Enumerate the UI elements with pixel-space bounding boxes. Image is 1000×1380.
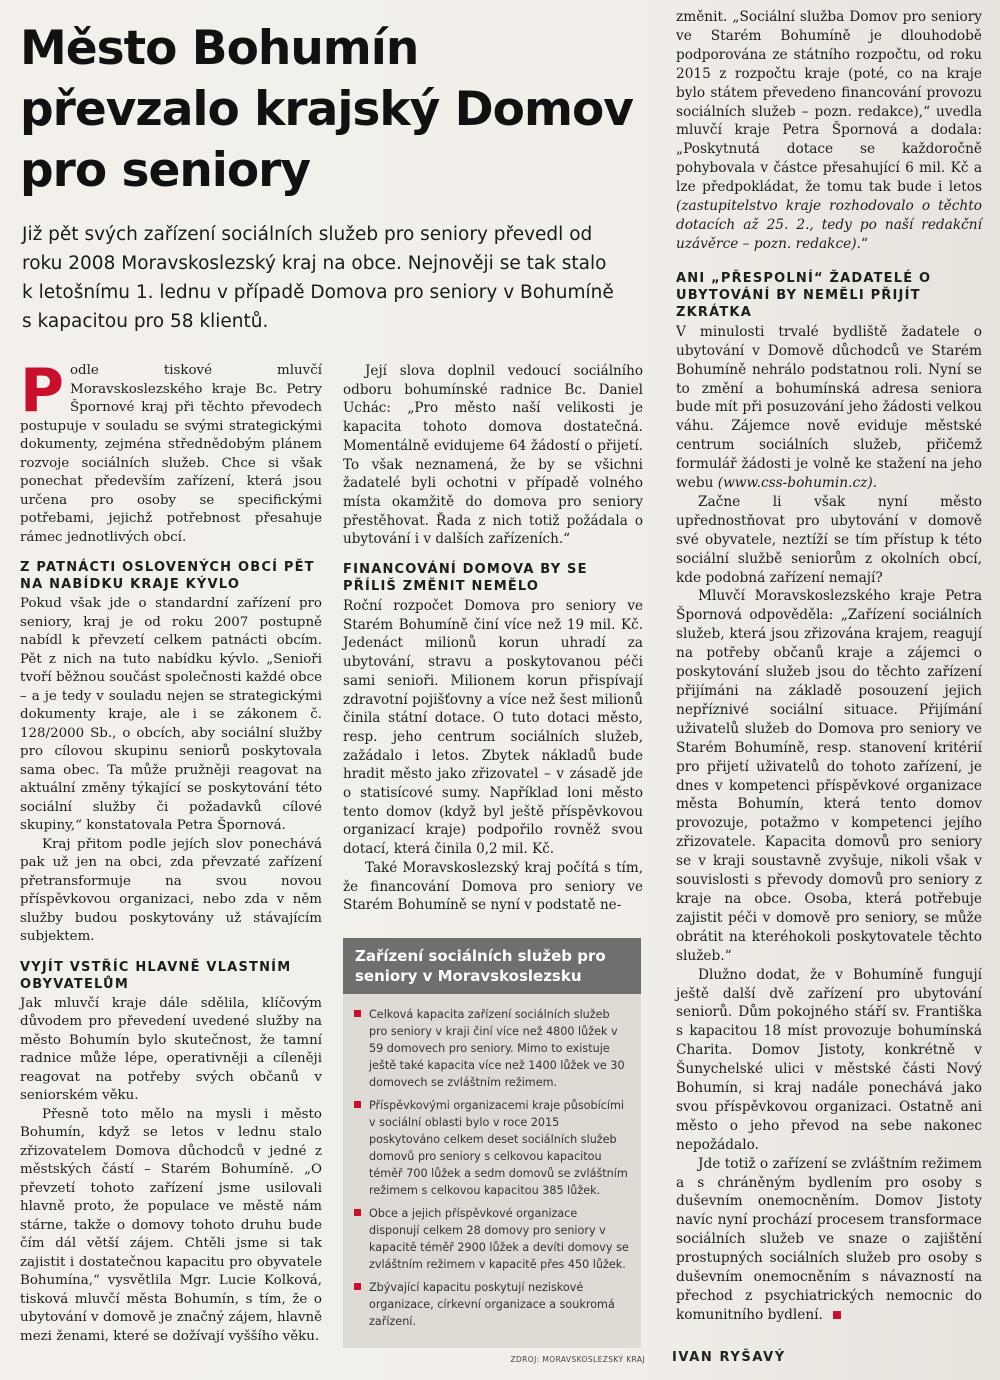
info-box-item-text: Příspěvkovými organizacemi kraje působícími v sociální oblasti bylo v roce 2015 poskytováno celkem deset sociálních služeb domovů pro seniory s celkovou kapacitou téměř 700 lůžek a sedm domovů se zvláštním režimem s celkovou kapacitou 385 lůžek. [369,1099,628,1197]
square-bullet-icon [354,1209,361,1216]
subheading: VYJÍT VSTŘÍC HLAVNĚ VLASTNÍM OBYVATELŮM [20,959,292,992]
column-2 [343,362,643,915]
end-mark-icon [833,1311,841,1319]
info-box-item [351,1097,631,1199]
subheading: Z PATNÁCTI OSLOVENÝCH OBCÍ PĚT NA NABÍDKU KRAJE KÝVLO [20,560,315,592]
subheading: ANI „PŘESPOLNÍ“ ŽADATELÉ O UBYTOVÁNÍ BY NEMĚLI PŘIJÍT ZKRÁTKA [676,270,932,320]
info-box-item [351,1006,631,1091]
paragraph-text: V minulosti trvalé bydliště žadatele o ubytování v Domově důchodců ve Starém Bohumíně nehrálo podstatnou roli. Nyní se to změní a bohumínská adresa seniora bude mít při posuzování jeho žádosti velkou váhu. Zájemce nově eviduje městské centrum sociálních služeb, přičemž formulář žádosti je volně ke stažení na jeho webu [676,323,982,492]
info-box-source: ZDROJ: MORAVSKOSLEZSKÝ KRAJ [510,1355,645,1364]
info-box-item [351,1205,631,1273]
info-box-title: Zařízení sociálních služeb pro seniory v Moravskoslezsku [343,938,641,994]
info-box-item-text: Celková kapacita zařízení sociálních služeb pro seniory v kraji činí více než 4800 lůžek v 59 domovech pro seniory. Mimo to existuje ještě také kapacita více než 1400 lůžek ve 30 domovech se zvláštním režimem. [369,1008,625,1089]
lead-paragraph: Již pět svých zařízení sociálních služeb pro seniory převedl od roku 2008 Moravskoslezský kraj na obce. Nejnověji se tak stalo k letošnímu 1. lednu v případě Domova pro seniory v Bohumíně s kapacitou pro 58 klientů. [22,224,614,332]
drop-cap: P [20,356,64,426]
editorial-note: (zastupitelstvo kraje rozhodovalo o těchto dotacích až 25. 2., tedy po naší redakční uzávěrce – pozn. redakce). [676,198,982,252]
headline: Město Bohumín převzalo krajský Domov pro seniory [20,21,633,198]
article-paragraph [20,356,322,547]
paragraph-text: změnit. „Sociální služba Domov pro seniory ve Starém Bohumíně je dlouhodobě podporována ze státního rozpočtu, od roku 2015 z rozpočtu kraje (poté, co na kraje bylo státem převedeno financování provozu sociálních služeb – pozn. redakce),“ uvedla mluvčí kraje Petra Špornová a dodala: „Poskytnutá dotace se každoročně pohybovala v částce přesahující 6 mil. Kč a lze předpokládat, že tomu tak bude i letos [676,9,982,196]
article-paragraph: Začne li však nyní město upřednostňovat pro ubytování v domově své obyvatele, neztíží se tím přístup k této sociální službě seniorům z okolních obcí, kde podobná zařízení nemají? [676,493,982,586]
closing-quote: “ [860,235,868,252]
web-address: (www.css-bohumin.cz). [717,475,878,492]
info-box [343,938,641,1348]
square-bullet-icon [354,1283,361,1290]
article-paragraph: Mluvčí Moravskoslezského kraje Petra Špornová odpověděla: „Zařízení sociálních služeb, která jsou zřizována krajem, reagují na potřeby občanů kraje a zájemci o poskytování služeb jsou do těchto zařízení přijímáni na základě posouzení jejich nepříznivé sociální situace. Přijímání uživatelů služeb do Domova pro seniory ve Starém Bohumíně, resp. stanovení kritérií pro přijetí uživatelů do tohoto zařízení, je dnes v kompetenci příspěvkové organizace města Bohumín, která tento domov provozuje, potažmo v kompetenci jejího zřizovatele. Kapacita domovů pro seniory se v kraji soustavně zvyšuje, nikoli však v souvislosti s převody domovů pro seniory z kraje na obce. Osoba, která potřebuje zajistit péči v domově pro seniory, se může obrátit na kteréhokoli poskytovatele těchto služeb.“ [676,588,982,964]
article-paragraph: Roční rozpočet Domova pro seniory ve Starém Bohumíně činí více než 19 mil. Kč. Jedenáct milionů korun uhradí za ubytování, stravu a poskytovanou péči sami senioři. Milionem korun přispívají zdravotní pojišťovny a více než šest milionů činila státní dotace. O tuto dotaci město, resp. jeho centrum sociálních služeb, zažádalo i letos. Zbytek nákladů bude hradit město jako zřizovatel – v zásadě jde o statisícové sumy. Například loni město tento domov (když byl ještě příspěvkovou organizací kraje) podpořilo rovněž svou dotací, která činila 0,2 mil. Kč. [343,598,643,858]
article-paragraph: Přesně toto mělo na mysli i město Bohumín, když se letos v lednu stalo zřizovatelem Domova důchodců v jedné z městských částí – Starém Bohumíně. „O převzetí tohoto zařízení jsme usilovali hlavně proto, že populace ve městě nám stárne, takže o domovy tohoto druhu bude čím dál větší zájem. Chtěli jsme si tak zajistit i dostatečnou kapacitu pro obyvatele Bohumína,“ vysvětlila Mgr. Lucie Kolková, tisková mluvčí města Bohumín, s tím, že o ubytování v domově je značný zájem, hlavně mezi ženami, které se dožívají vyššího věku. [20,1106,322,1344]
article-paragraph: Kraj přitom podle jejích slov ponechává pak už jen na obci, zda převzaté zařízení přetransformuje na svou novou příspěvkovou organizaci, nebo zda v něm služby budou poskytovány už stávajícím subjektem. [20,836,322,944]
author-byline: IVAN RYŠAVÝ [672,1350,786,1365]
info-box-item-text: Obce a jejich příspěvkové organizace disponují celkem 28 domovy pro seniory v kapacitě téměř 2900 lůžek a devíti domovy se zvláštním režimem v kapacitě přes 450 lůžek. [369,1207,629,1271]
subheading: FINANCOVÁNÍ DOMOVA BY SE PŘÍLIŠ ZMĚNIT NEMĚLO [343,562,588,595]
article-paragraph: Dlužno dodat, že v Bohumíně fungují ještě další dvě zařízení pro ubytování seniorů. Dům pokojného stáří sv. Františka s kapacitou 18 míst provozuje bohumínská Charita. Domov Jistoty, konkrétně v Šunychelské ulici v městské části Nový Bohumín, si kraj nadále ponechává jako svou příspěvkovou organizaci. Ostatně ani město o jeho převod na sebe nakonec nepožádalo. [676,966,982,1153]
article-paragraph [676,1155,982,1325]
info-box-item-text: Zbývající kapacitu poskytují neziskové organizace, církevní organizace a soukromá zařízení. [369,1281,615,1328]
paragraph-text: Jde totiž o zařízení se zvláštním režimem a s chráněným bydlením pro osoby s duševním onemocněním. Domov Jistoty navíc nyní prochází procesem transformace sociálních služeb ve snaze o zajištění prostupných sociálních služeb pro osoby s duševním onemocněním s návazností na přechod z psychiatrických nemocnic do komunitního bydlení. [676,1155,982,1323]
square-bullet-icon [354,1101,361,1108]
article-paragraph: Jak mluvčí kraje dále sdělila, klíčovým důvodem pro převedení uvedené služby na město Bohumín bylo skutečnost, že tamní radnice může lépe, operativněji a cíleněji reagovat na potřeby svých občanů v seniorském věku. [20,995,322,1103]
square-bullet-icon [354,1010,361,1017]
article-paragraph [676,323,982,493]
article-paragraph: Její slova doplnil vedoucí sociálního odboru bohumínské radnice Bc. Daniel Uchác: „Pro město naší velikosti je kapacita tohoto domova dostatečná. Momentálně evidujeme 64 žádostí o přijetí. To však neznamená, že by se všichni žadatelé byli ochotni v případě volného místa okamžitě do domova pro seniory přestěhovat. Řada z nich totiž požádala o ubytování i v dalších zařízeních.“ [343,363,643,548]
article-paragraph: Pokud však jde o standardní zařízení pro seniory, kraj je od roku 2007 postupně nabídl k převzetí celkem patnácti obcím. Pět z nich na tuto nabídku kývlo. „Senioři tvoří běžnou součást společnosti každé obce – a je tedy v souladu nejen se strategickými dokumenty kraje, ale i se zákonem č. 128/2000 Sb., o obcích, aby sociální služby pro cílovou skupinu seniorů poskytovala sama obec. Ta může pružněji reagovat na aktuální změny týkající se poskytování této sociální služby či požadavků cílové skupiny,“ konstatovala Petra Špornová. [20,596,322,833]
article-paragraph: Také Moravskoslezský kraj počítá s tím, že financování Domova pro seniory ve Starém Bohumíně se nyní v podstatě ne- [343,859,643,914]
article-paragraph [676,8,982,254]
info-box-list [343,994,641,1330]
column-1 [20,356,322,1346]
column-3 [676,8,982,1325]
info-box-item [351,1279,631,1330]
paragraph-text: odle tiskové mluvčí Moravskoslezského kraje Bc. Petry Špornové kraj při těchto převodech postupuje v souladu se svými strategickými dokumenty, zejména střednědobým plánem rozvoje sociálních služeb. Chce si však ponechat především zařízení, která jsou určena pro osoby se specifickými potřebami, jejichž potřebnost přesahuje rámec jednotlivých obcí. [20,363,322,545]
